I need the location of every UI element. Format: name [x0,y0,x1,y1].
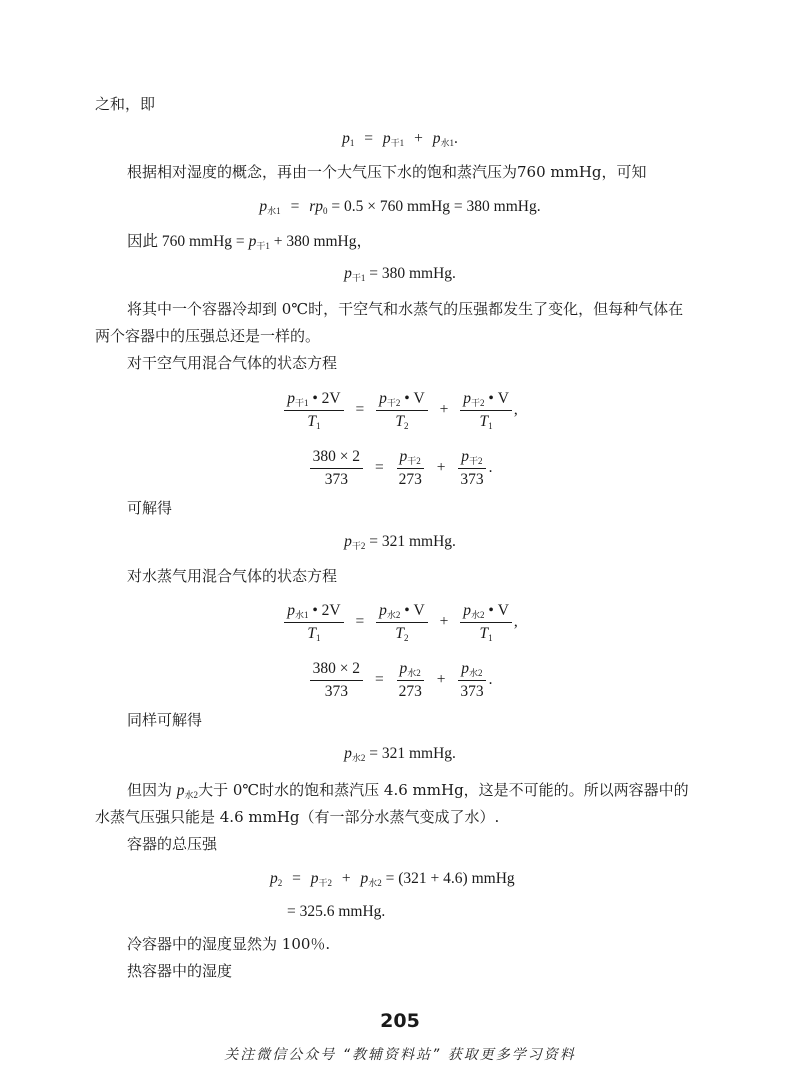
text-line: 水蒸气压强只能是 4.6 mmHg（有一部分水蒸气变成了水）. [95,808,500,826]
equation-vapor-state: $\frac{p_{水1} • 2V}{T_1}$ = $\frac{p_{水2} • V}{T_2}$ + $\frac{p_{水2} • V}{T_1}$ , [0,602,800,643]
text-line: 对水蒸气用混合气体的状态方程 [127,567,338,585]
text-line: 同样可解得 [127,711,203,729]
equation-dry-air-numeric: $\frac{380 \times 2}{373}$ = $\frac{p_{干2}}{273}$ + $\frac{p_{干2}}{373}$ . [0,448,800,489]
page-number: 205 [380,1010,420,1032]
equation-total-result: = 325.6 mmHg. [287,903,386,920]
equation-total-pressure: $p_1 = p_{干1} + p_{水1}$. [342,130,458,148]
text-line: 冷容器中的湿度显然为 100％. [127,935,331,953]
equation-vapor-numeric: $\frac{380 \times 2}{373}$ = $\frac{p_{水2}}{273}$ + $\frac{p_{水2}}{373}$ . [0,660,800,701]
text-line: 根据相对湿度的概念，再由一个大气压下水的饱和蒸汽压为760 mmHg，可知 [127,163,647,181]
text-line: 之和，即 [95,95,156,113]
equation-dry-air-pressure: $p_{干1} = 380$ mmHg. [344,265,456,283]
text-line: 热容器中的湿度 [127,962,233,980]
equation-total-cold: $p_2 = p_{干2} + p_{水2} = (321 + 4.6)$ mmHg [270,870,515,888]
text-line: 可解得 [127,499,173,517]
text-line: 将其中一个容器冷却到 0℃时，干空气和水蒸气的压强都发生了变化，但每种气体在 [127,300,684,318]
equation-vapor-pressure: $p_{水1} = rp_0 = 0.5 \times 760$ mmHg = 380 mmHg. [259,198,541,216]
text-line: 因此 760 mmHg = $p_{干1} + 380$ mmHg， [127,233,373,251]
equation-vapor-result: $p_{水2} = 321$ mmHg. [344,745,456,763]
text-line: 但因为 $p_{水2}$大于 0℃时水的饱和蒸汽压 4.6 mmHg，这是不可能的。所以两容器中的 [127,781,689,800]
text-line: 对干空气用混合气体的状态方程 [127,354,338,372]
equation-dry-air-state: $\frac{p_{干1} • 2V}{T_1}$ = $\frac{p_{干2} • V}{T_2}$ + $\frac{p_{干2} • V}{T_1}$ , [0,390,800,431]
text-line: 两个容器中的压强总还是一样的。 [95,327,321,345]
text-line: 容器的总压强 [127,835,218,853]
equation-dry-air-result: $p_{干2} = 321$ mmHg. [344,533,456,551]
footer-note: 关注微信公众号 “教辅资料站” 获取更多学习资料 [224,1047,576,1063]
